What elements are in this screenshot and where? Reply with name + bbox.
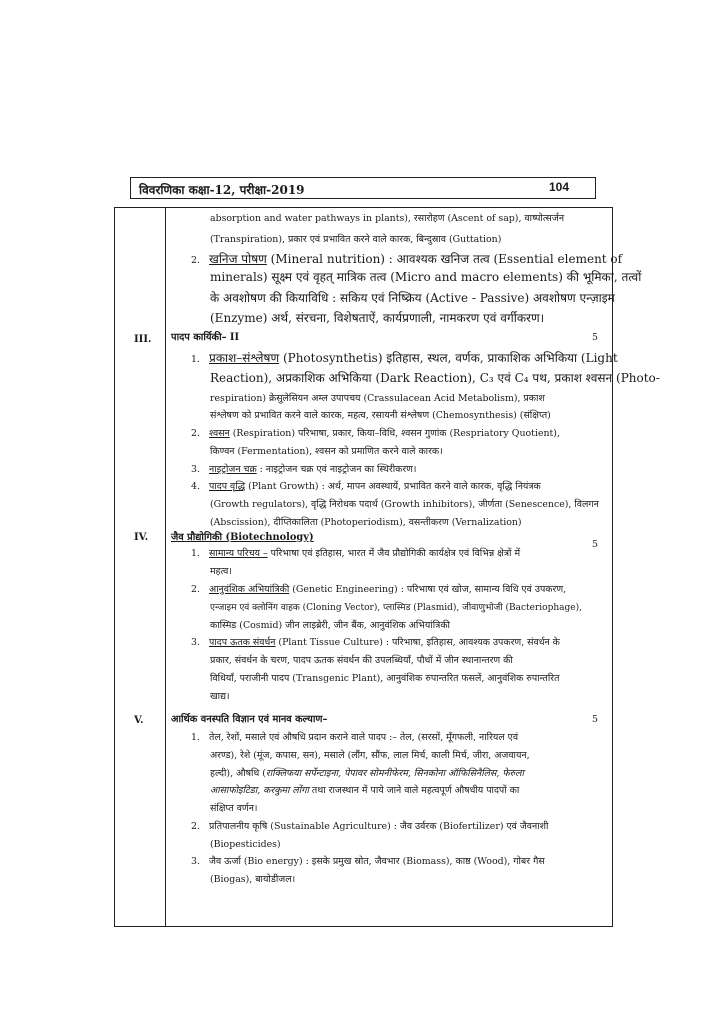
text-line: (Plant Growth) : अर्थ, मापन अवस्थायें, प्रभावित करने वाले कारक, वृद्धि नियंत्रक: [245, 481, 541, 492]
text-line: तेल, रेशों, मसाले एवं औषधि प्रदान कराने वाले पादप :– तेल, (सरसों, मूँगफली, नारियल एवं: [209, 732, 519, 743]
item-number: 3.: [191, 637, 200, 648]
item-heading: नाइट्रोजन चक्र: [209, 464, 257, 475]
text-line: (Biogas), बायोडीजल।: [210, 874, 296, 885]
text-line: प्रतिपालनीय कृषि (Sustainable Agriculture) : जैव उर्वरक (Biofertilizer) एवं जैवनाशी: [209, 821, 549, 832]
item-number: 2.: [191, 584, 200, 595]
page-header: [130, 177, 596, 199]
text-line: (Respiration) परिभाषा, प्रकार, किया–विधि, श्वसन गुणांक (Respriatory Quotient),: [229, 428, 560, 439]
text-line: अरण्ड), रेशे (मूंज, कपास, सन), मसाले (लौंग, सौंफ, लाल मिर्च, काली मिर्च, जीरा, अजवायन,: [210, 750, 530, 761]
text-line: (Plant Tissue Culture) : परिभाषा, इतिहास, आवश्यक उपकरण, संवर्धन के: [275, 637, 560, 648]
column-divider: [165, 207, 166, 927]
item-number: 2.: [191, 428, 200, 439]
section-marks: 5: [592, 714, 598, 725]
item-heading: पादप ऊतक संवर्धन: [209, 637, 276, 648]
list-item: [191, 428, 560, 440]
list-item: [191, 464, 417, 476]
list-item: [191, 548, 520, 560]
text-line: किण्वन (Fermentation), श्वसन को प्रमाणित करने वाले कारक।: [210, 446, 443, 457]
item-heading: प्रकाश–संश्लेषण: [209, 351, 280, 365]
text-line: : नाइट्रोजन चक्र एवं नाइट्रोजन का स्थिरीकरण।: [256, 464, 417, 475]
section-number: III.: [134, 334, 152, 345]
text-line: संश्लेषण को प्रभावित करने वाले कारक, महत्व, रसायनी संश्लेषण (Chemosynthesis) (संक्षिप्त): [210, 410, 551, 421]
text-line: कास्मिड (Cosmid) जीन लाइब्रेरी, जीन बैंक, आनुवंशिक अभियांत्रिकी: [210, 620, 450, 631]
item-number: 1.: [191, 548, 200, 559]
item-number: 1.: [191, 732, 200, 743]
list-item: [191, 821, 548, 833]
header-title: विवरणिका कक्षा-12, परीक्षा-2019: [139, 183, 305, 197]
text-line: संक्षिप्त वर्णन।: [210, 803, 258, 814]
section-number: V.: [134, 715, 144, 726]
list-item: [191, 637, 560, 649]
text-line: Reaction), अप्रकाशिक अभिकिया (Dark Reaction), C₃ एवं C₄ पथ, प्रकाश श्वसन (Photo-: [210, 371, 660, 385]
text-line: विधियाँ, पराजीनी पादप (Transgenic Plant), आनुवंशिक रुपान्तरित फसलें, आनुवंशिक रुपान्तरित: [210, 673, 560, 684]
text-line: जैव ऊर्जा (Bio energy) : इसके प्रमुख स्रोत, जैवभार (Biomass), काष्ठ (Wood), गोबर गैस: [209, 856, 545, 867]
text-fragment: तथा राजस्थान में पाये जाने वाले महत्वपूर्ण औषधीय पादपों का: [308, 785, 520, 796]
italic-text: राक्लिफया सर्पेन्टाइना, पेपावर सोमनीफेरम, सिनकोना ऑफिसिनैलिस, फेरुला: [265, 768, 524, 779]
list-item: [191, 481, 541, 493]
list-item: [191, 732, 518, 744]
item-number: 2.: [191, 821, 200, 832]
text-line: (Mineral nutrition) : आवश्यक खनिज तत्व (Essential element of: [266, 252, 623, 266]
list-item: [191, 253, 622, 267]
text-line: (Photosynthetis) इतिहास, स्थल, वर्णक, प्राकाशिक अभिकिया (Light: [279, 351, 618, 365]
section-title: आर्थिक वनस्पति विज्ञान एवं मानव कल्याण–: [171, 714, 328, 725]
text-line: एन्जाइम एवं क्लोनिंग वाहक (Cloning Vector), प्लास्मिड (Plasmid), जीवाणुभोजी (Bacteriophage),: [210, 603, 582, 613]
text-line: (Abscission), दीप्तिकालिता (Photoperiodism), वसन्तीकरण (Vernalization): [210, 517, 522, 528]
text-line: (Genetic Engineering) : परिभाषा एवं खोज, सामान्य विधि एवं उपकरण,: [289, 584, 567, 595]
text-line: absorption and water pathways in plants), रसारोहण (Ascent of sap), वाष्पोत्सर्जन: [210, 213, 565, 224]
text-line: (Biopesticides): [210, 839, 281, 850]
item-heading: खनिज पोषण: [209, 252, 267, 266]
text-line: परिभाषा एवं इतिहास, भारत में जैव प्रौद्योगिकी कार्यक्षेत्र एवं विभिन्न क्षेत्रों में: [267, 548, 521, 559]
text-line: के अवशोषण की कियाविधि : सकिय एवं निष्क्रिय (Active - Passive) अवशोषण एन्ज़ाइम: [210, 291, 615, 305]
list-item: [191, 352, 618, 366]
section-marks: 5: [592, 332, 598, 343]
page-number: 104: [548, 180, 569, 194]
text-line: महत्व।: [210, 566, 232, 577]
list-item: [191, 584, 566, 596]
section-marks: 5: [592, 539, 598, 550]
text-line: (Transpiration), प्रकार एवं प्रभावित करने वाले कारक, बिन्दुस्राव (Guttation): [210, 234, 502, 245]
section-number: IV.: [134, 532, 149, 543]
text-line: खाद्य।: [210, 691, 230, 702]
section-title: पादप कार्यिकी– II: [171, 332, 240, 343]
item-number: 3.: [191, 856, 200, 867]
section-title: जैव प्रौद्योगिकी (Biotechnology): [171, 532, 314, 543]
text-line: respiration) क्रेसुलेसियन अम्ल उपापचय (Crassulacean Acid Metabolism), प्रकाश: [210, 393, 545, 404]
text-line: [210, 768, 524, 780]
item-heading: सामान्य परिचय –: [209, 548, 268, 559]
list-item: [191, 856, 545, 868]
text-line: (Enzyme) अर्थ, संरचना, विशेषताऐं, कार्यप्रणाली, नामकरण एवं वर्गीकरण।: [210, 311, 545, 325]
item-heading: आनुवंशिक अभियांत्रिकी: [209, 584, 290, 595]
text-line: minerals) सूक्ष्म एवं वृहत् मात्रिक तत्व (Micro and macro elements) की भूमिका, तत्वों: [210, 270, 642, 284]
item-number: 3.: [191, 464, 200, 475]
text-line: (Growth regulators), वृद्धि निरोधक पदार्थ (Growth inhibitors), जीर्णता (Senescence), विलगन: [210, 499, 599, 510]
text-fragment: हल्दी), औषधि (: [210, 768, 266, 779]
italic-text: आसाफोइटिडा, करकुमा लोंगा: [210, 785, 309, 796]
item-heading: पादप वृद्धि: [209, 481, 246, 492]
item-number: 1.: [191, 354, 200, 365]
item-heading: श्वसन: [209, 428, 230, 439]
item-number: 4.: [191, 481, 200, 492]
item-number: 2.: [191, 255, 200, 266]
text-line: [210, 785, 519, 797]
text-line: प्रकार, संवर्धन के चरण, पादप ऊतक संवर्धन की उपलब्धियाँ, पौधों में जीन स्थानान्तरण की: [210, 655, 513, 666]
